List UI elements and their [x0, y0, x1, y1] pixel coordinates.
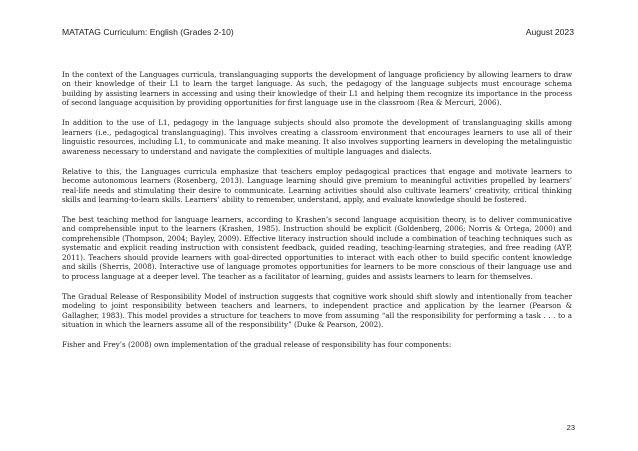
page-body — [62, 70, 572, 360]
paragraph-translanguaging-context: In the context of the Languages curricula, translanguaging supports the development of language proficiency by allowing learners to draw on their knowledge of their L1 to learn the target language. As such, the pedagogy of the language subjects must encourage schema building by assisting learners in accessing and using their knowledge of their L1 and helping them recognize its importance in the process of second language acquisition by providing opportunities for first language use in the classroom (Rea & Mercuri, 2006). — [62, 70, 572, 108]
page-number: 23 — [566, 423, 575, 432]
paragraph-gradual-release: The Gradual Release of Responsibility Model of instruction suggests that cognitive work should shift slowly and intentionally from teacher modeling to joint responsibility between teachers and learners, to independent practice and application by the learner (Pearson & Gallagher, 1983). This model provides a structure for teachers to move from assuming “all the responsibility for performing a task . . . to a situation in which the learners assume all of the responsibility” (Duke & Pearson, 2002). — [62, 291, 572, 329]
header-curriculum-title: MATATAG Curriculum: English (Grades 2-10) — [62, 27, 234, 37]
header-date: August 2023 — [525, 27, 574, 37]
paragraph-pedagogical-translanguaging: In addition to the use of L1, pedagogy in the language subjects should also promote the development of translanguaging skills among learners (i.e., pedagogical translanguaging). This involves creating a classroom environment that encourages learners to use all of their linguistic resources, including L1, to communicate and make meaning. It also involves supporting learners in developing the metalinguistic awareness necessary to understand and navigate the complexities of multiple languages and dialects. — [62, 118, 572, 156]
page-header — [62, 27, 574, 41]
paragraph-autonomous-learners: Relative to this, the Languages curricula emphasize that teachers employ pedagogical practices that engage and motivate learners to become autonomous learners (Rosenberg, 2013). Language learning should give premium to meaningful activities propelled by learners’ real-life needs and stimulating their desire to communicate. Learning activities should also cultivate learners’ creativity, critical thinking skills and learning-to-learn skills. Learners’ ability to remember, understand, apply, and evaluate knowledge should be fostered. — [62, 166, 572, 204]
paragraph-fisher-frey: Fisher and Frey’s (2008) own implementation of the gradual release of responsibility has four components: — [62, 339, 452, 349]
paragraph-teaching-method: The best teaching method for language learners, according to Krashen’s second language acquisition theory, is to deliver communicative and comprehensible input to the learners (Krashen, 1985). Instruction should be explicit (Goldenberg, 2006; Norris & Ortega, 2000) and comprehensible (Thompson, 2004; Bayley, 2009). Effective literacy instruction should include a combination of teaching techniques such as systematic and explicit reading instruction with consistent feedback, guided reading, teaching-learning strategies, and free reading (AYP, 2011). Teachers should provide learners with goal-directed opportunities to interact with each other to build specific content knowledge and skills (Sherris, 2008). Interactive use of language promotes opportunities for learners to be more conscious of their language use and to process language at a deeper level. The teacher as a facilitator of learning, guides and assists learners to learn for themselves. — [62, 214, 572, 281]
